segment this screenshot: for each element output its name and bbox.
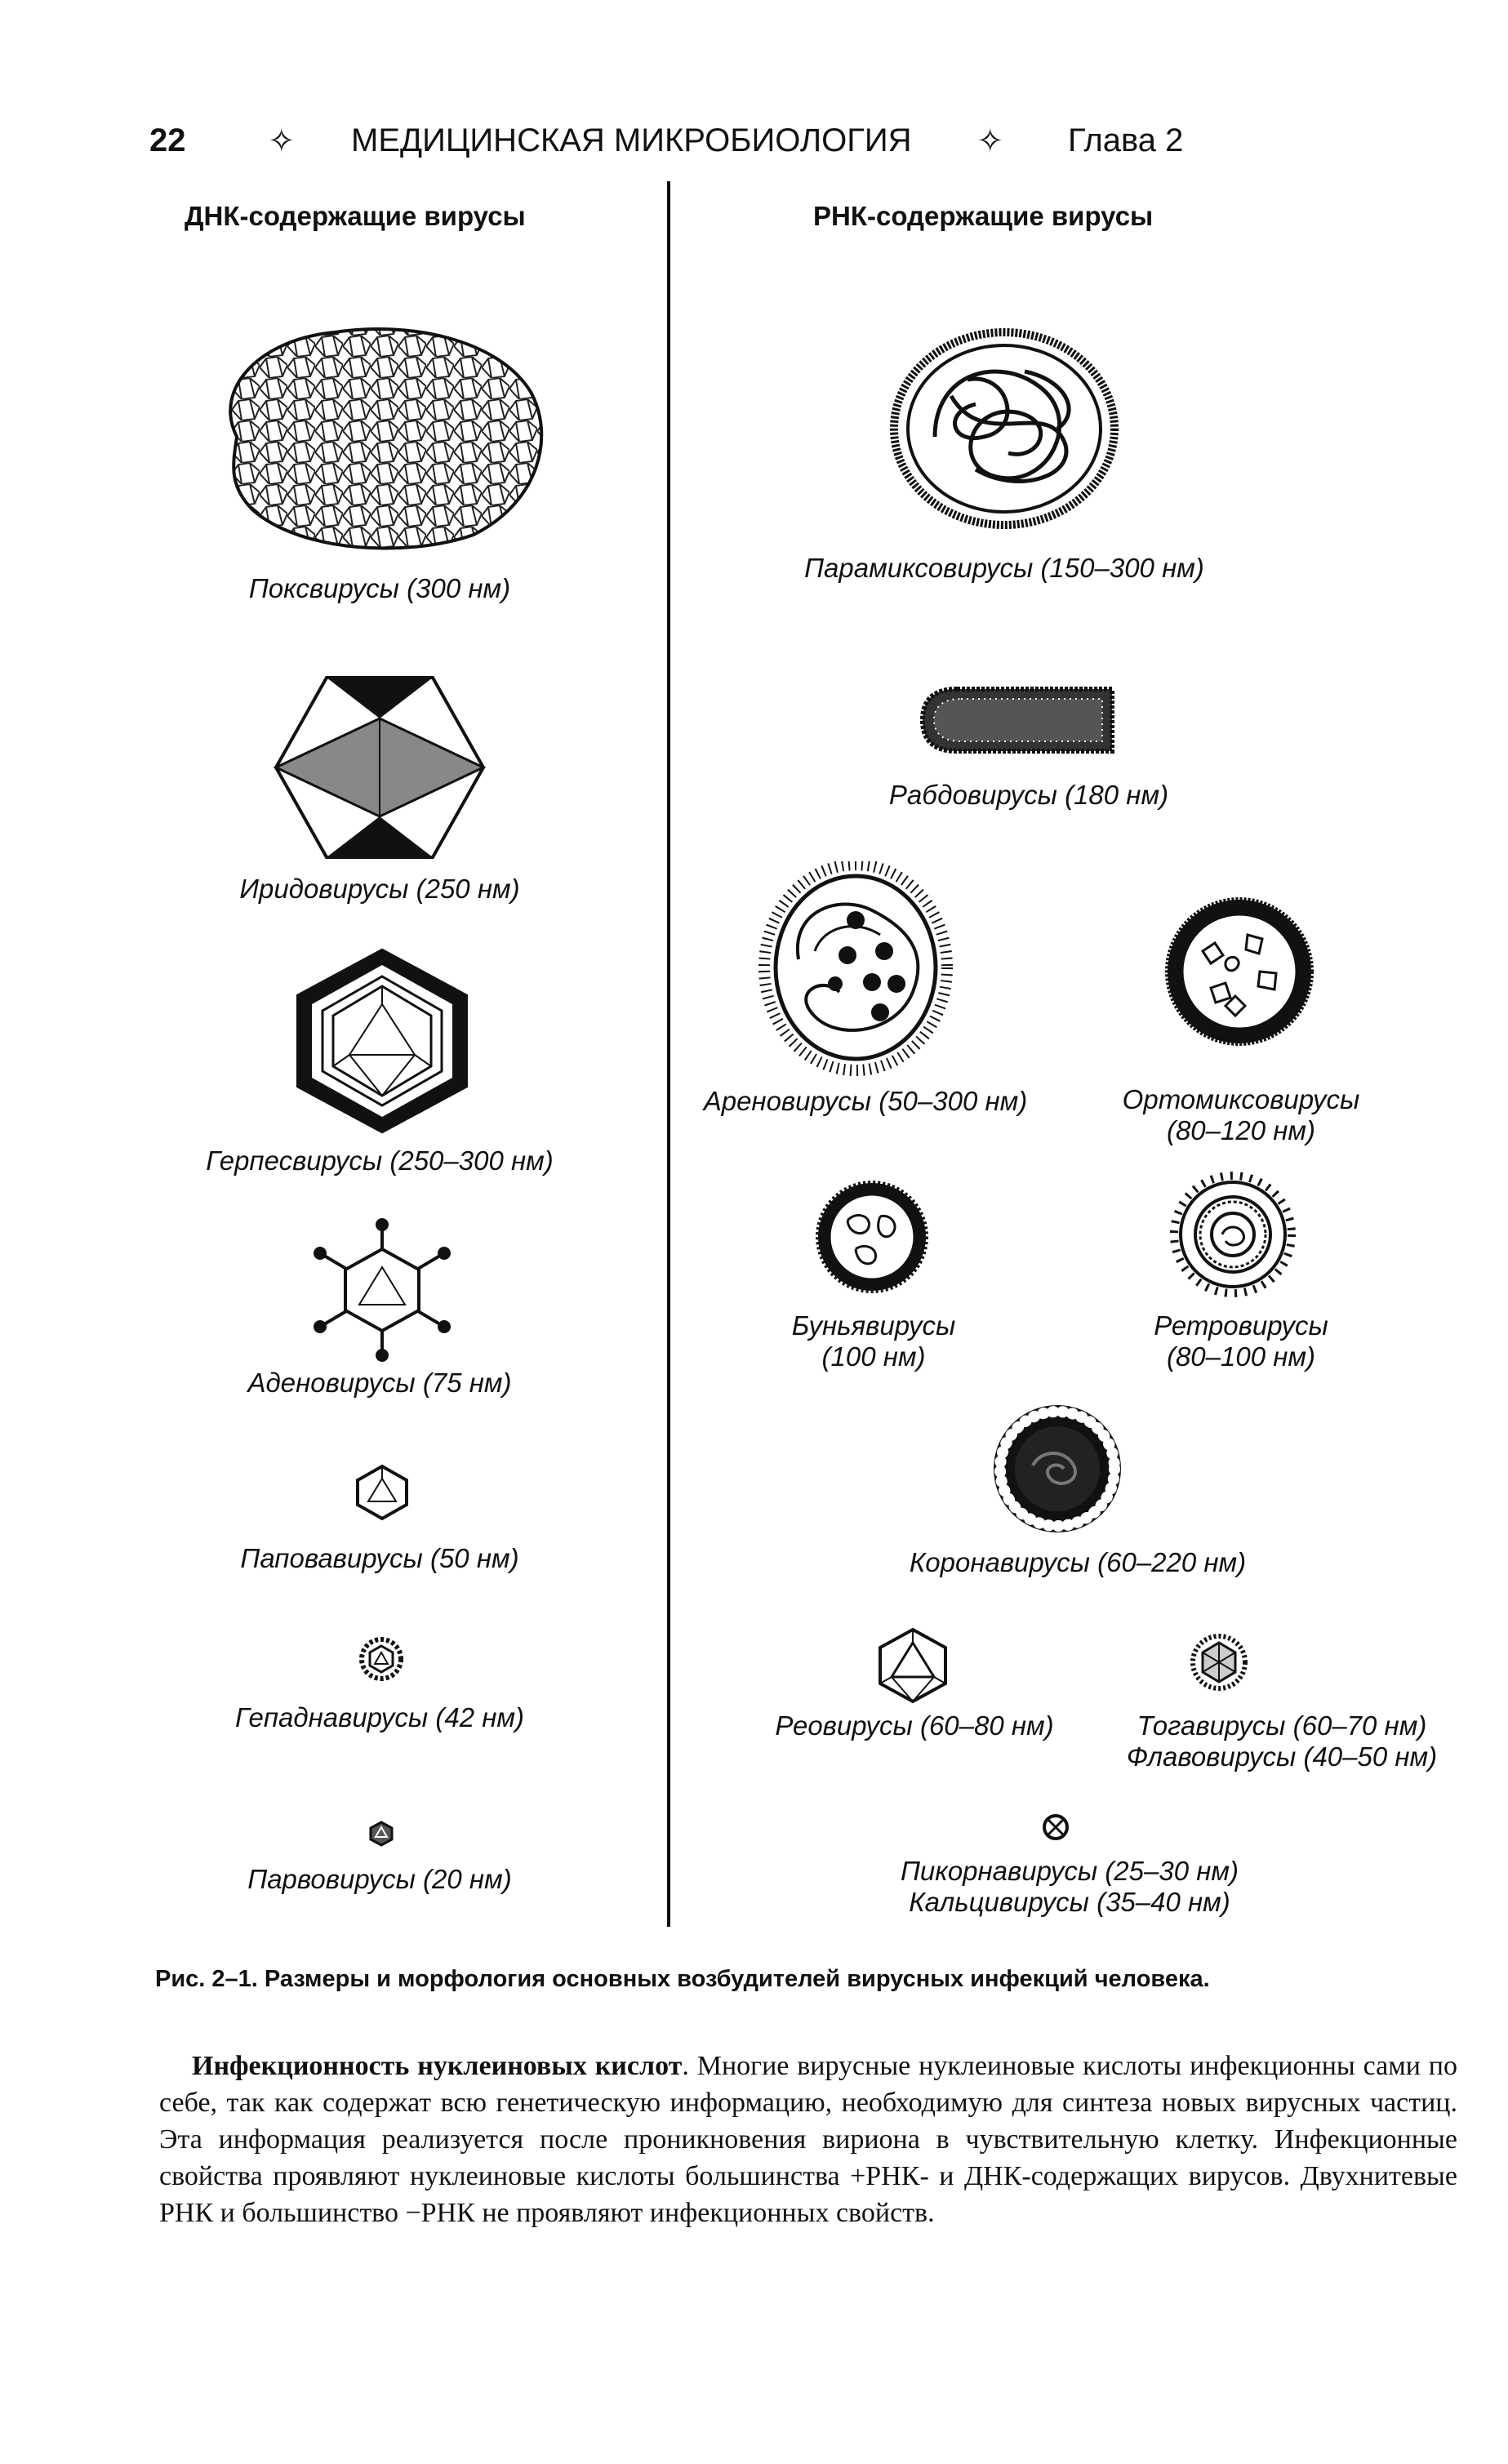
picornavirus-icon: [1041, 1812, 1070, 1842]
parvovirus-label: Парвовирусы (20 нм): [247, 1864, 512, 1894]
hepadnavirus-icon: [357, 1635, 406, 1683]
iridovirus-label: Иридовирусы (250 нм): [239, 874, 520, 904]
rhabdovirus-label: Рабдовирусы (180 нм): [888, 780, 1169, 810]
paragraph-text: . Многие вирусные нуклеиновые кислоты инфекционны сами по себе, так как содержат всю генетическую информацию, необходимую для синтеза новых вирусных частиц. Эта информация реализуется после проникновения вириона в чувствительную клетку. Инфекционные свойства проявляют нуклеиновые кислоты большинства +РНК- и ДНК-содержащих вирусов. Двухнитевые РНК и большинство −РНК не проявляют инфекционных свойств.: [159, 2051, 1458, 2228]
reovirus-icon: [874, 1626, 952, 1705]
figure-caption: Рис. 2–1. Размеры и морфология основных возбудителей вирусных инфекций человека.: [155, 1966, 1210, 1992]
retrovirus-label-2: (80–100 нм): [1166, 1341, 1316, 1372]
adenovirus-icon: [309, 1216, 456, 1363]
paramyxovirus-label: Парамиксовирусы (150–300 нм): [804, 553, 1204, 583]
togavirus-icon: [1188, 1631, 1250, 1693]
coronavirus-label: Коронавирусы (60–220 нм): [909, 1547, 1247, 1577]
arenavirus-label: Ареновирусы (50–300 нм): [703, 1086, 1028, 1116]
paramyxovirus-icon: [886, 322, 1123, 535]
book-title: МЕДИЦИНСКАЯ МИКРОБИОЛОГИЯ: [351, 122, 912, 158]
poxvirus-icon: [204, 314, 555, 559]
herpesvirus-icon: [292, 947, 472, 1135]
poxvirus-label: Поксвирусы (300 нм): [248, 573, 511, 603]
bunyavirus-label-1: Буньявирусы: [791, 1310, 956, 1341]
bunyavirus-label-2: (100 нм): [821, 1341, 926, 1372]
togavirus-label-2: Флавовирусы (40–50 нм): [1126, 1741, 1438, 1772]
orthomyxovirus-label-1: Ортомиксовирусы: [1122, 1084, 1360, 1114]
paragraph-lead: Инфекционность нуклеиновых кислот: [192, 2051, 683, 2081]
togavirus-label-1: Тогавирусы (60–70 нм): [1137, 1710, 1427, 1741]
diamond-icon: ✧: [268, 123, 296, 159]
column-divider: [667, 181, 670, 1927]
coronavirus-icon: [988, 1400, 1127, 1537]
adenovirus-label: Аденовирусы (75 нм): [247, 1368, 512, 1398]
papovavirus-icon: [354, 1464, 411, 1521]
iridovirus-icon: [269, 669, 490, 865]
hepadnavirus-label: Гепаднавирусы (42 нм): [234, 1702, 525, 1732]
orthomyxovirus-label-2: (80–120 нм): [1166, 1115, 1316, 1145]
diamond-icon: ✧: [976, 123, 1004, 159]
bunyavirus-icon: [807, 1176, 937, 1298]
picornavirus-label-2: Кальцивирусы (35–40 нм): [909, 1887, 1230, 1917]
parvovirus-icon: [368, 1821, 394, 1847]
rna-column-heading: РНК-содержащие вирусы: [813, 201, 1154, 231]
chapter-label: Глава 2: [1068, 122, 1184, 158]
dna-column-heading: ДНК-содержащие вирусы: [185, 201, 526, 231]
rhabdovirus-icon: [916, 674, 1117, 766]
page-number: 22: [149, 122, 186, 158]
reovirus-label: Реовирусы (60–80 нм): [775, 1710, 1054, 1741]
retrovirus-label-1: Ретровирусы: [1154, 1310, 1328, 1341]
retrovirus-icon: [1163, 1168, 1302, 1302]
picornavirus-label-1: Пикорнавирусы (25–30 нм): [900, 1856, 1239, 1886]
herpesvirus-label: Герпесвирусы (250–300 нм): [206, 1145, 554, 1176]
body-paragraph: [159, 2048, 1457, 2231]
papovavirus-label: Паповавирусы (50 нм): [240, 1543, 519, 1573]
orthomyxovirus-icon: [1158, 894, 1321, 1049]
arenavirus-icon: [758, 861, 954, 1082]
